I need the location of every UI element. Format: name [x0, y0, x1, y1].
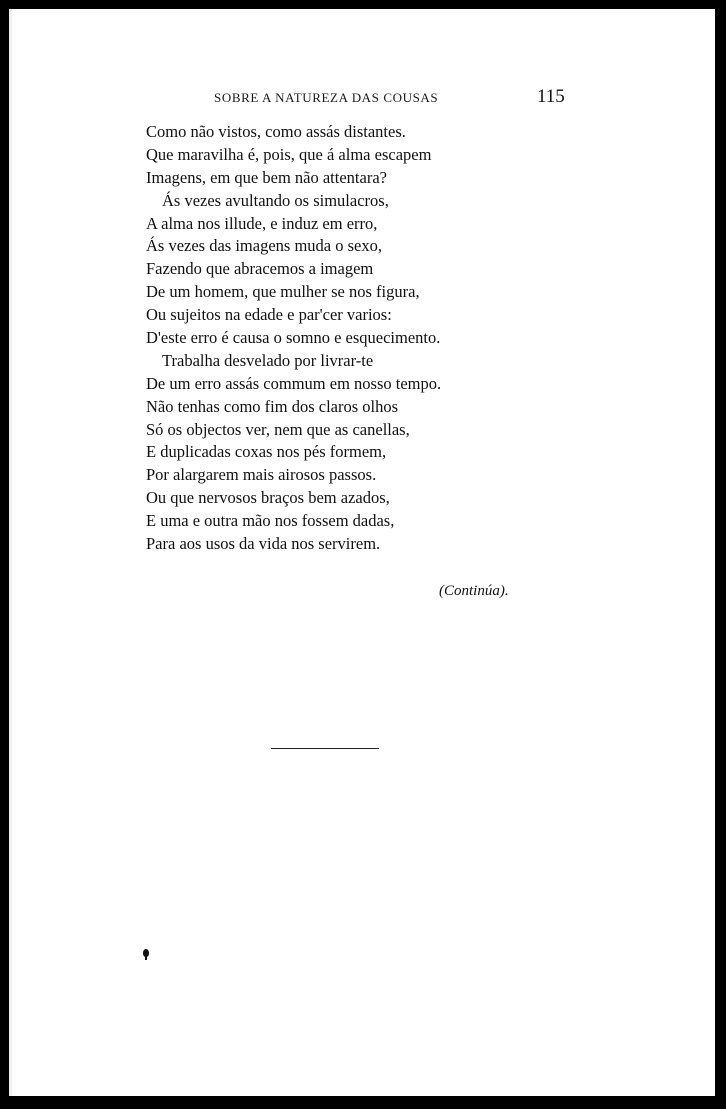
verse-line: Para aos usos da vida nos servirem.: [146, 534, 381, 554]
verse-line: A alma nos illude, e induz em erro,: [146, 213, 378, 233]
verse-line: Só os objectos ver, nem que as canellas,: [146, 419, 410, 439]
verse-line: Trabalha desvelado por livrar-te: [162, 350, 374, 370]
verse-line: De um homem, que mulher se nos figura,: [146, 282, 420, 302]
verse-line: Ás vezes das imagens muda o sexo,: [146, 236, 382, 256]
verse-line: Fazendo que abracemos a imagem: [146, 259, 374, 279]
book-page: [9, 9, 715, 1096]
verse-line: E uma e outra mão nos fossem dadas,: [146, 511, 395, 531]
verse-line: Ou sujeitos na edade e par'cer varios:: [146, 305, 392, 325]
verse-line: Que maravilha é, pois, que á alma escapem: [146, 144, 432, 164]
verse-line: Ou que nervosos braços bem azados,: [146, 488, 390, 508]
page-number: 115: [537, 86, 565, 107]
verse-line: Como não vistos, como assás distantes.: [146, 122, 406, 141]
poem-body: [146, 121, 566, 556]
verse-line: Por alargarem mais airosos passos.: [146, 465, 377, 485]
page-edge: [9, 9, 12, 1096]
ink-mark: [143, 949, 149, 957]
verse-line: D'este erro é causa o somno e esquecimento.: [146, 328, 441, 348]
verse-line: De um erro assás commum em nosso tempo.: [146, 373, 442, 393]
verse-line: Ás vezes avultando os simulacros,: [162, 190, 389, 210]
verse-line: E duplicadas coxas nos pés formem,: [146, 442, 387, 462]
section-divider: [271, 748, 379, 749]
verse-line: Não tenhas como fim dos claros olhos: [146, 396, 399, 416]
continuation-note: (Continúa).: [439, 583, 509, 599]
running-head: SOBRE A NATUREZA DAS COUSAS: [214, 90, 439, 105]
verse-line: Imagens, em que bem não attentara?: [146, 167, 387, 187]
